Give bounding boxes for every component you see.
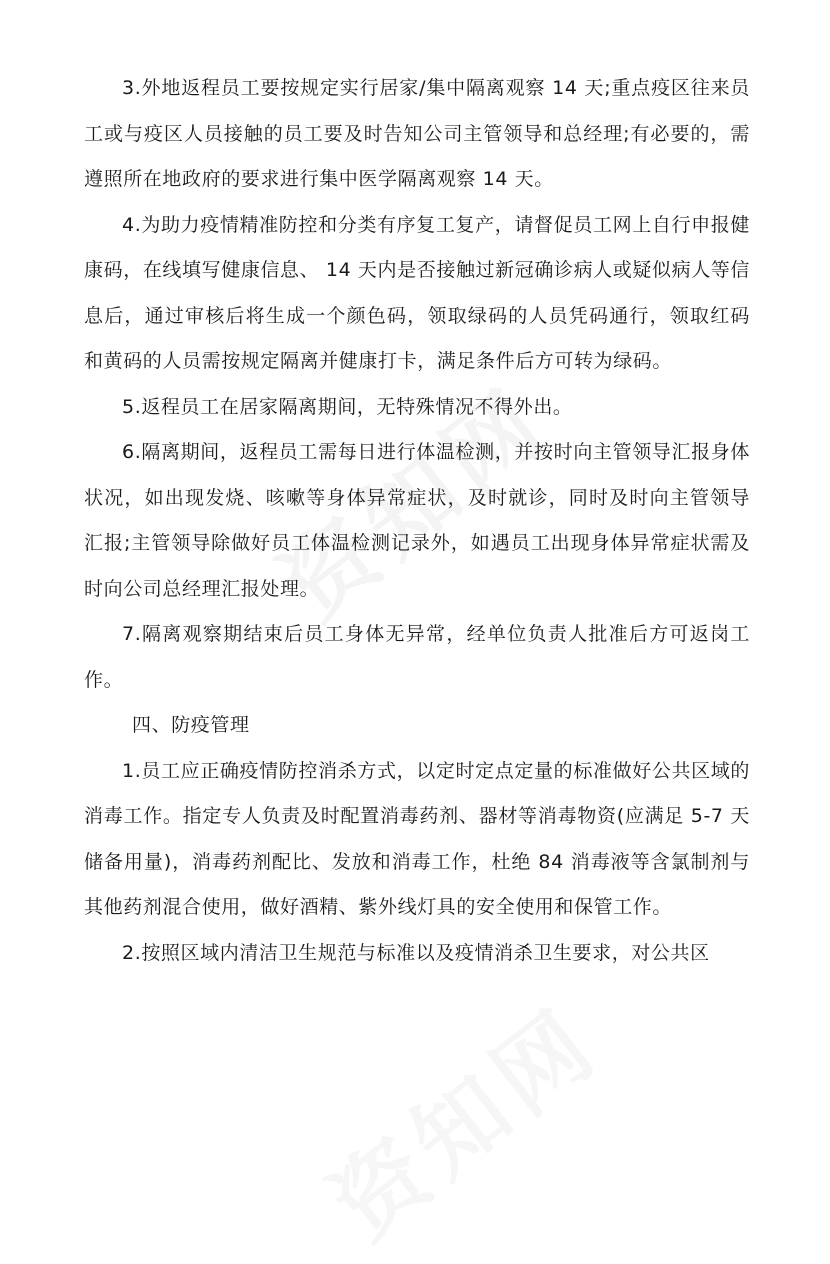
paragraph-5: 5.返程员工在居家隔离期间，无特殊情况不得外出。 <box>122 395 573 418</box>
watermark-secondary <box>300 972 622 1264</box>
section-paragraph-2: 2.按照区域内清洁卫生规范与标准以及疫情消杀卫生要求，对公共区 <box>122 941 710 964</box>
paragraph-6: 6.隔离期间，返程员工需每日进行体温检测，并按时向主管领导汇报身体状况，如出现发烧、咳嗽等身体异常症状，及时就诊，同时及时向主管领导汇报;主管领导除做好员工体温检测记录外，如遇员工出现身体异常症状需及时向公司总经理汇报处理。 <box>84 441 750 600</box>
paragraph-3: 3.外地返程员工要按规定实行居家/集中隔离观察 14 天;重点疫区往来员工或与疫区人员接触的员工要及时告知公司主管领导和总经理;有必要的，需遵照所在地政府的要求进行集中医学隔离观察 14 天。 <box>84 77 750 190</box>
document-body <box>84 66 750 976</box>
paragraph-4: 4.为助力疫情精准防控和分类有序复工复产，请督促员工网上自行申报健康码，在线填写健康信息、 14 天内是否接触过新冠确诊病人或疑似病人等信息后，通过审核后将生成一个颜色码，领取绿码的人员凭码通行，领取红码和黄码的人员需按规定隔离并健康打卡，满足条件后方可转为绿码。 <box>84 213 750 372</box>
section-paragraph-1: 1.员工应正确疫情防控消杀方式，以定时定点定量的标准做好公共区域的消毒工作。指定专人负责及时配置消毒药剂、器材等消毒物资(应满足 5-7 天储备用量)，消毒药剂配比、发放和消毒工作，杜绝 84 消毒液等含氯制剂与其他药剂混合使用，做好酒精、紫外线灯具的安全使用和保管工作。 <box>84 759 750 918</box>
section-heading: 四、防疫管理 <box>132 714 250 736</box>
paragraph-7: 7.隔离观察期结束后员工身体无异常，经单位负责人批准后方可返岗工作。 <box>84 623 750 691</box>
